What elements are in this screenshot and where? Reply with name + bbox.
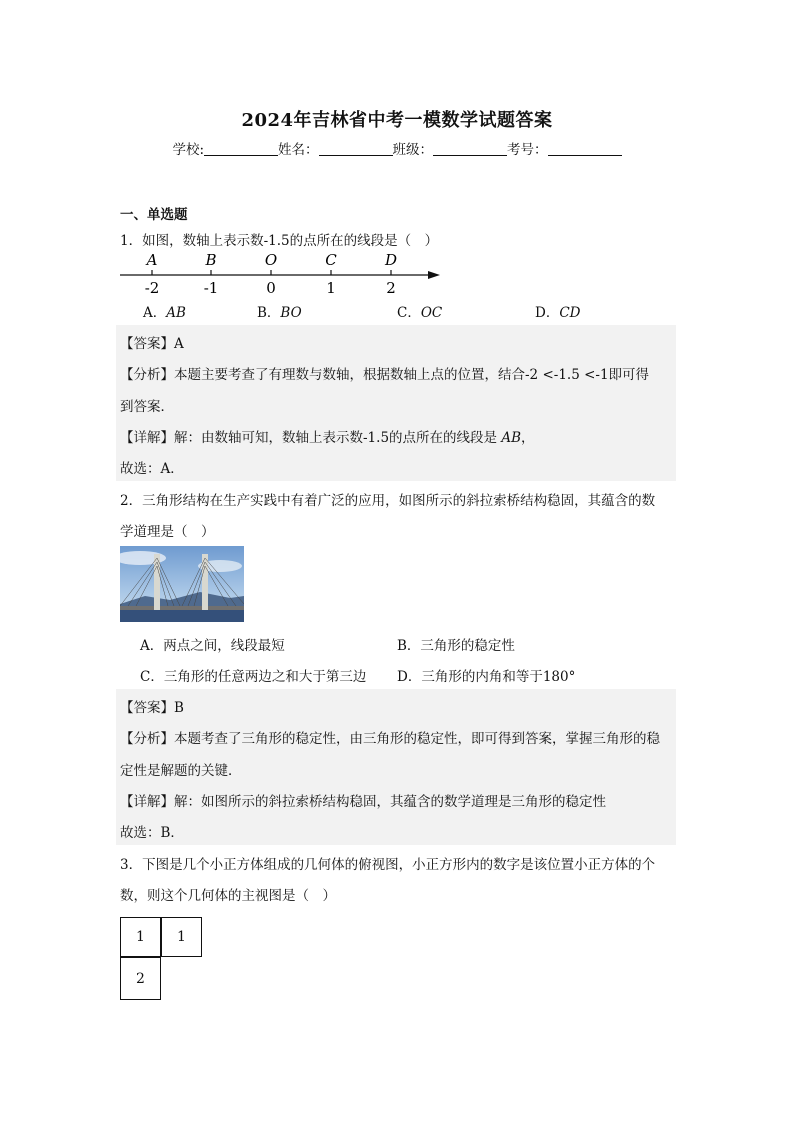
school-label: 学校: — [172, 142, 205, 158]
number-line-point-label: D — [384, 251, 398, 269]
name-label: 姓名： — [278, 142, 319, 158]
q3-stem-line2: 数，则这个几何体的主视图是（ ） — [120, 888, 336, 904]
q1-option-a[interactable]: A．AB — [143, 305, 186, 321]
grid-cell: 1 — [161, 917, 202, 957]
q2-option-c[interactable]: C．三角形的任意两边之和大于第三边 — [140, 669, 367, 685]
q2-stem-line2: 学道理是（ ） — [120, 524, 215, 540]
q1-conclusion: 故选：A． — [120, 461, 184, 477]
number-line-arrow-icon — [428, 271, 440, 279]
q1-answer-box — [116, 325, 676, 481]
q2-detail: 【详解】解：如图所示的斜拉索桥结构稳固，其蕴含的数学道理是三角形的稳定性 — [120, 794, 606, 810]
number-line — [118, 250, 448, 298]
q2-analysis-line2: 定性是解题的关键． — [120, 763, 242, 779]
student-info-row — [0, 138, 794, 158]
number-line-value-label: -1 — [203, 279, 219, 297]
q2-option-d[interactable]: D．三角形的内角和等于180° — [397, 669, 576, 685]
q1-option-b[interactable]: B．BO — [257, 305, 302, 321]
section-heading: 一、单选题 — [120, 207, 188, 223]
number-line-value-label: 0 — [266, 279, 276, 297]
q1-analysis-line2: 到答案． — [120, 399, 174, 415]
q2-analysis-line1: 【分析】本题考查了三角形的稳定性，由三角形的稳定性，即可得到答案，掌握三角形的稳 — [120, 731, 660, 747]
number-line-point-label: C — [325, 251, 337, 269]
q2-answer: 【答案】B — [120, 700, 184, 716]
q1-option-d[interactable]: D．CD — [535, 305, 581, 321]
q3-stem-line1: 3．下图是几个小正方体组成的几何体的俯视图，小正方形内的数字是该位置小正方体的个 — [120, 857, 656, 873]
number-line-point-label: A — [146, 251, 158, 269]
number-blank[interactable] — [548, 141, 622, 156]
q1-answer: 【答案】A — [120, 336, 184, 352]
grid-cell: 1 — [120, 917, 161, 957]
number-line-value-label: 2 — [386, 279, 396, 297]
q1-option-c[interactable]: C．OC — [397, 305, 443, 321]
number-line-point-label: B — [205, 251, 217, 269]
q2-option-b[interactable]: B．三角形的稳定性 — [397, 638, 515, 654]
grid-cell: 2 — [120, 957, 161, 1000]
class-blank[interactable] — [433, 141, 507, 156]
name-blank[interactable] — [319, 141, 393, 156]
number-line-value-label: -2 — [144, 279, 160, 297]
number-label: 考号： — [507, 142, 548, 158]
q1-analysis-line1: 【分析】本题主要考查了有理数与数轴，根据数轴上点的位置，结合-2 <-1.5 <-1即可得 — [120, 367, 650, 383]
number-line-point-label: O — [264, 251, 278, 269]
q2-option-a[interactable]: A．两点之间，线段最短 — [140, 638, 285, 654]
school-blank[interactable] — [204, 141, 278, 156]
class-label: 班级： — [392, 142, 434, 158]
page-title: 2024年吉林省中考一模数学试题答案 — [241, 110, 553, 131]
q1-detail: 【详解】解：由数轴可知，数轴上表示数-1.5的点所在的线段是 AB， — [120, 430, 535, 446]
number-line-value-label: 1 — [326, 279, 336, 297]
q2-conclusion: 故选：B． — [120, 825, 184, 841]
q2-stem-line1: 2．三角形结构在生产实践中有着广泛的应用，如图所示的斜拉索桥结构稳固，其蕴含的数 — [120, 493, 656, 509]
q1-stem: 1．如图，数轴上表示数-1.5的点所在的线段是（ ） — [120, 233, 439, 249]
bridge-photo — [120, 546, 244, 622]
